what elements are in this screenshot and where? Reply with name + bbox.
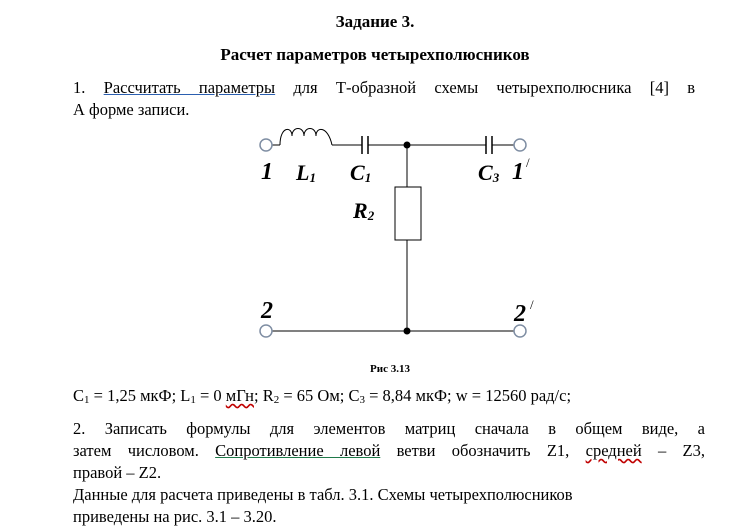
param-c1-value: = 1,25 мкФ; L	[93, 386, 191, 405]
item2-link[interactable]: Сопротивление левой	[215, 441, 381, 460]
figure-caption: Рис 3.13	[370, 363, 410, 375]
terminal-2	[260, 325, 272, 337]
inductor-l1	[280, 129, 332, 146]
label-r2-sub: 2	[367, 208, 375, 223]
label-out-top-num: 1	[512, 159, 524, 185]
item1-link[interactable]: Рассчитать параметры	[103, 78, 276, 97]
item2-wavy-word: средней	[585, 441, 642, 460]
task-heading: Задание 3.	[335, 12, 415, 31]
item2-line5: приведены на рис. 3.1 – 3.20.	[73, 507, 277, 526]
label-in-bottom: 2	[261, 298, 273, 324]
junction-dot	[404, 142, 411, 149]
label-in-top: 1	[261, 159, 273, 185]
param-l1-unit: мГн	[225, 386, 254, 405]
item1-text: для Т-образной схемы четырехполюсника [4] в	[293, 78, 696, 97]
label-out-top-prime: /	[526, 155, 530, 170]
label-l1-sub: 1	[309, 170, 316, 185]
junction-dot	[404, 328, 411, 335]
item2-line1: 2. Записать формулы для элементов матриц сначала в общем виде, а	[73, 419, 705, 438]
label-c3-sub: 3	[492, 170, 500, 185]
param-separator: ;	[253, 386, 259, 405]
terminal-1-prime	[514, 139, 526, 151]
item1-line2: А форме записи.	[73, 100, 190, 119]
label-c1-sub: 1	[364, 170, 372, 185]
label-out-bottom-prime: /	[530, 297, 534, 312]
label-out-top	[512, 155, 530, 185]
item2-text-b: ветви обозначить Z1,	[396, 441, 570, 460]
param-r2-sub: 2	[273, 394, 280, 406]
resistor-r2	[395, 187, 421, 240]
terminal-1	[260, 139, 272, 151]
section-subtitle: Расчет параметров четырехполюсников	[220, 45, 530, 64]
label-out-bottom-num: 2	[514, 301, 526, 327]
param-l1-value: = 0	[199, 386, 222, 405]
label-c3	[478, 160, 500, 185]
param-c1-sub: 1	[84, 394, 90, 406]
label-l1-letter: L	[296, 160, 310, 185]
item2-text-c: – Z3,	[658, 441, 706, 460]
label-c1	[350, 160, 371, 185]
item2-line4: Данные для расчета приведены в табл. 3.1. Схемы четырехполюсников	[73, 485, 573, 504]
param-rest: = 8,84 мкФ; w = 12560 рад/с;	[369, 386, 572, 405]
param-l1-sub: 1	[190, 394, 196, 406]
label-r2-letter: R	[353, 198, 368, 223]
label-l1	[295, 160, 316, 185]
label-c3-letter: C	[478, 160, 493, 185]
item2-text-a: затем числовом.	[73, 441, 199, 460]
label-c1-letter: C	[350, 160, 365, 185]
param-r2-name: R	[262, 386, 274, 405]
param-c1-name: C	[73, 386, 85, 405]
item1-number: 1.	[73, 78, 86, 97]
param-c3-sub: 3	[359, 394, 365, 406]
label-r2	[352, 198, 375, 223]
label-out-bottom	[513, 297, 534, 327]
params-line	[73, 385, 571, 411]
param-r2-value: = 65 Ом; C	[283, 386, 360, 405]
item2-line3: правой – Z2.	[73, 463, 162, 482]
item2-line2	[73, 440, 705, 462]
